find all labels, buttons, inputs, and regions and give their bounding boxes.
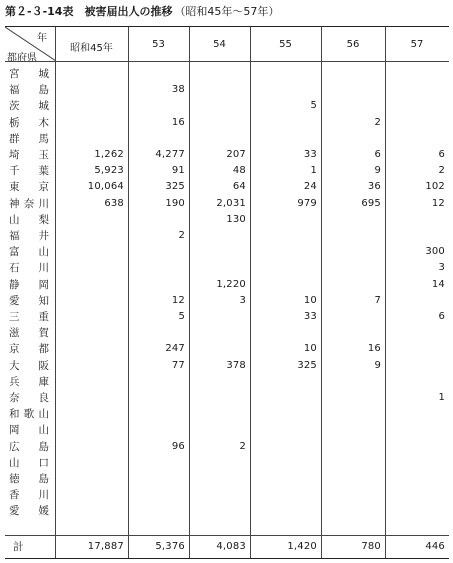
row-prefecture-label: 千 葉	[9, 165, 49, 178]
table-cell-value: 33	[303, 311, 317, 322]
total-row-value: 1,420	[287, 541, 317, 552]
header-prefecture-label: 都府県	[7, 53, 37, 64]
table-cell-value: 5	[178, 311, 185, 322]
table-cell-value: 102	[425, 181, 445, 193]
table-cell-value: 16	[171, 116, 185, 128]
total-row-value: 5,376	[155, 541, 185, 552]
table-cell-value: 3	[438, 262, 445, 274]
row-prefecture-label: 埼 玉	[9, 149, 49, 161]
header-divider	[5, 61, 449, 62]
row-prefecture-label: 富 山	[9, 246, 49, 259]
table-cell-value: 77	[171, 359, 185, 371]
row-prefecture-label: 愛 知	[9, 294, 49, 307]
table-cell-value: 2,031	[216, 197, 246, 209]
row-prefecture-label: 徳 島	[9, 473, 49, 485]
table-cell-value: 2	[178, 230, 185, 241]
table-title	[5, 3, 279, 19]
table-title-main: 第２-３-14表 被害届出人の推移	[5, 5, 173, 18]
total-divider	[5, 535, 449, 536]
total-row-label: 計	[13, 541, 24, 553]
table-cell-value: 325	[165, 181, 185, 193]
row-prefecture-label: 滋 賀	[9, 327, 49, 340]
table-cell-value: 1	[438, 392, 445, 403]
table-cell-value: 130	[226, 213, 246, 225]
table-cell-value: 378	[226, 359, 246, 371]
column-divider	[55, 27, 56, 558]
table-cell-value: 96	[171, 440, 185, 452]
table-cell-value: 14	[431, 278, 445, 290]
table-cell-value: 979	[297, 197, 317, 209]
table-cell-value: 5,923	[94, 165, 124, 177]
table-cell-value: 207	[226, 149, 246, 160]
column-header-year: 昭和45年	[70, 43, 113, 54]
table-cell-value: 5	[310, 100, 317, 112]
row-prefecture-label: 茨 城	[9, 100, 49, 113]
row-prefecture-label: 山 口	[9, 456, 49, 469]
row-prefecture-label: 愛 媛	[9, 505, 49, 518]
table-cell-value: 300	[425, 246, 445, 258]
header-year-label: 年	[37, 33, 47, 44]
table-cell-value: 190	[165, 197, 185, 209]
column-header-year: 57	[410, 39, 424, 50]
table-cell-value: 2	[374, 116, 381, 128]
row-prefecture-label: 石 川	[9, 262, 49, 275]
total-row-value: 780	[361, 541, 381, 552]
row-prefecture-label: 大 阪	[9, 359, 49, 372]
table-cell-value: 33	[303, 149, 317, 160]
table-cell-value: 1,262	[94, 149, 124, 160]
table-cell-value: 695	[361, 197, 381, 209]
row-prefecture-label: 静 岡	[9, 278, 49, 291]
table-cell-value: 3	[239, 294, 246, 306]
row-prefecture-label: 福 島	[9, 84, 49, 97]
table-cell-value: 36	[367, 181, 381, 193]
table-cell-value: 6	[438, 311, 445, 322]
row-prefecture-label: 兵 庫	[9, 375, 49, 388]
table-cell-value: 12	[171, 294, 185, 306]
column-header-year: 53	[152, 39, 165, 50]
table-cell-value: 4,277	[155, 149, 185, 160]
row-prefecture-label: 京 都	[9, 343, 49, 356]
table-cell-value: 6	[438, 149, 445, 160]
row-prefecture-label: 栃 木	[9, 116, 49, 129]
table-cell-value: 2	[239, 440, 246, 452]
table-cell-value: 1,220	[216, 278, 246, 290]
row-prefecture-label: 東 京	[9, 181, 49, 194]
table-cell-value: 10	[303, 294, 317, 306]
table-cell-value: 9	[374, 359, 381, 371]
column-header-year: 54	[213, 39, 226, 50]
table-cell-value: 12	[431, 197, 445, 209]
row-prefecture-label: 三 重	[9, 311, 49, 323]
table-cell-value: 9	[374, 165, 381, 177]
table-cell-value: 10	[303, 343, 317, 355]
table-cell-value: 91	[171, 165, 185, 177]
total-row-value: 17,887	[87, 541, 124, 552]
row-prefecture-label: 岡 山	[9, 424, 49, 437]
table-cell-value: 6	[374, 149, 381, 160]
table-cell-value: 247	[165, 343, 185, 355]
row-prefecture-label: 神 奈 川	[9, 197, 49, 210]
table-cell-value: 16	[367, 343, 381, 355]
row-prefecture-label: 山 梨	[9, 213, 49, 226]
column-header-year: 55	[279, 39, 292, 50]
table-cell-value: 2	[438, 165, 445, 177]
table-cell-value: 38	[171, 84, 185, 96]
table-cell-value: 638	[104, 197, 124, 209]
data-table	[5, 26, 449, 559]
row-prefecture-label: 群 馬	[9, 132, 49, 145]
table-cell-value: 7	[374, 294, 381, 306]
column-header-year: 56	[346, 39, 360, 50]
table-title-range: （昭和45年～57年）	[174, 5, 280, 18]
table-cell-value: 10,064	[87, 181, 124, 193]
table-cell-value: 64	[232, 181, 246, 193]
row-prefecture-label: 広 島	[9, 440, 49, 453]
row-prefecture-label: 和 歌 山	[9, 408, 49, 421]
row-prefecture-label: 福 井	[9, 230, 49, 242]
table-cell-value: 325	[297, 359, 317, 371]
table-cell-value: 24	[303, 181, 317, 193]
total-row-value: 4,083	[216, 541, 246, 552]
row-prefecture-label: 香 川	[9, 489, 49, 502]
table-cell-value: 48	[232, 165, 246, 177]
row-prefecture-label: 奈 良	[9, 392, 49, 404]
total-row-value: 446	[425, 541, 445, 552]
table-cell-value: 1	[310, 165, 317, 177]
row-prefecture-label: 宮 城	[9, 68, 49, 80]
